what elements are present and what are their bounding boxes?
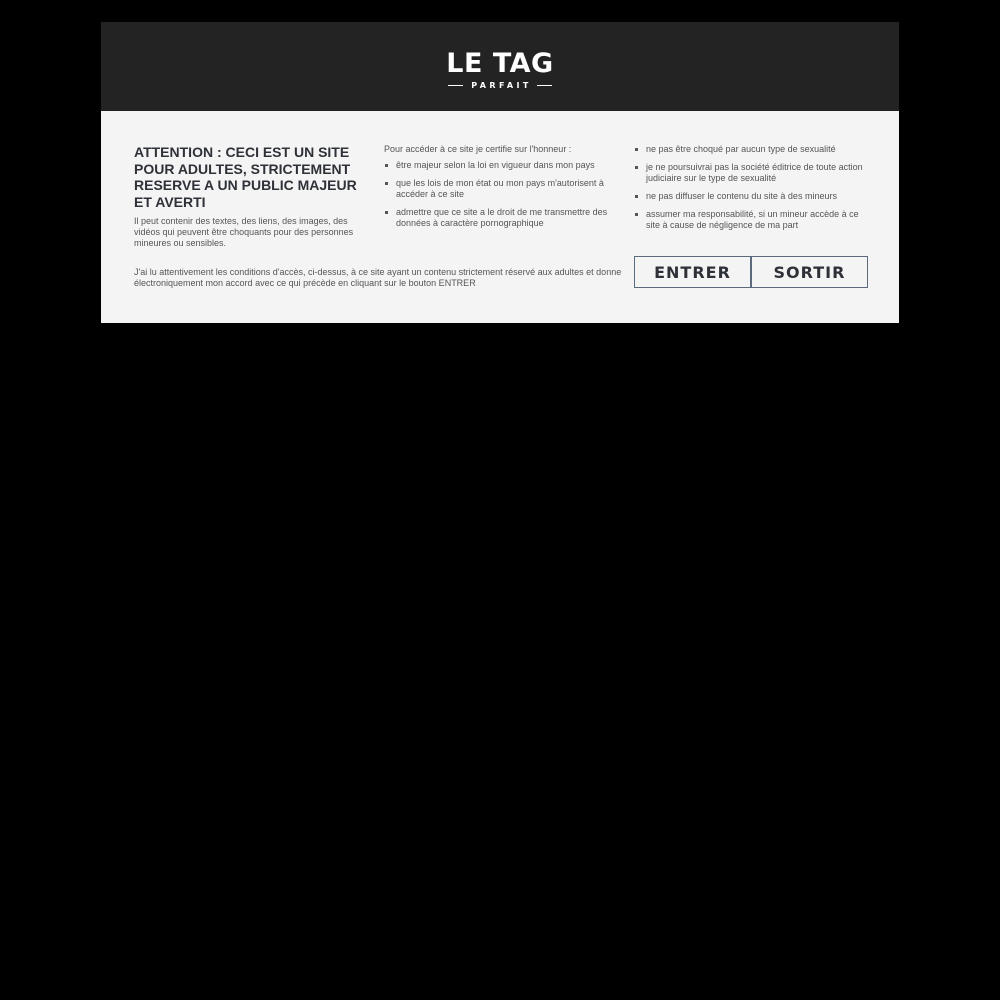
bullet-icon [635,213,638,216]
logo-left-rule [448,85,463,86]
list-item-text: être majeur selon la loi en vigueur dans mon pays [396,160,595,170]
site-logo [446,44,553,90]
list-item-text: que les lois de mon état ou mon pays m'autorisent à accéder à ce site [396,178,604,199]
list-item [384,178,620,200]
warning-column [134,144,366,249]
list-item-text: admettre que ce site a le droit de me transmettre des données à caractère pornographique [396,207,608,228]
certify-list-left [384,160,620,229]
bullet-icon [385,182,388,185]
action-buttons [634,256,868,288]
list-item-text: je ne poursuivrai pas la société éditrice de toute action judiciaire sur le type de sexualité [646,162,863,183]
logo-right-rule [537,85,552,86]
list-item-text: ne pas être choqué par aucun type de sexualité [646,144,836,154]
certify-column-right [634,144,869,238]
certify-lead: Pour accéder à ce site je certifie sur l'honneur : [384,144,572,154]
logo-subtitle [448,81,551,90]
warning-intro: Il peut contenir des textes, des liens, des images, des vidéos qui peuvent être choquants pour des personnes mineures ou sensibles. [134,216,354,248]
exit-button[interactable]: SORTIR [751,256,868,288]
enter-button[interactable]: ENTRER [634,256,751,288]
bullet-icon [385,164,388,167]
list-item [384,160,620,171]
certify-list-right [634,144,869,231]
list-item [634,191,869,202]
consent-text: J'ai lu attentivement les conditions d'accès, ci-dessus, à ce site ayant un contenu strictement réservé aux adultes et donne électroniquement mon accord avec ce qui précède en cliquant sur le bouton ENTRER [134,267,622,288]
list-item [634,162,869,184]
list-item-text: assumer ma responsabilité, si un mineur accède à ce site à cause de négligence de ma part [646,209,859,230]
certify-column-left [384,144,620,236]
list-item [634,144,869,155]
age-gate-modal [101,22,899,323]
bullet-icon [635,195,638,198]
logo-sub-text: PARFAIT [471,80,532,90]
bullet-icon [385,211,388,214]
warning-heading: ATTENTION : CECI EST UN SITE POUR ADULTES, STRICTEMENT RESERVE A UN PUBLIC MAJEUR ET AVERTI [134,144,357,210]
modal-body [101,111,899,323]
logo-main-text: LE TAG [446,47,554,79]
bullet-icon [635,148,638,151]
bullet-icon [635,166,638,169]
list-item [634,209,869,231]
modal-header [101,22,899,111]
list-item [384,207,620,229]
list-item-text: ne pas diffuser le contenu du site à des mineurs [646,191,837,201]
